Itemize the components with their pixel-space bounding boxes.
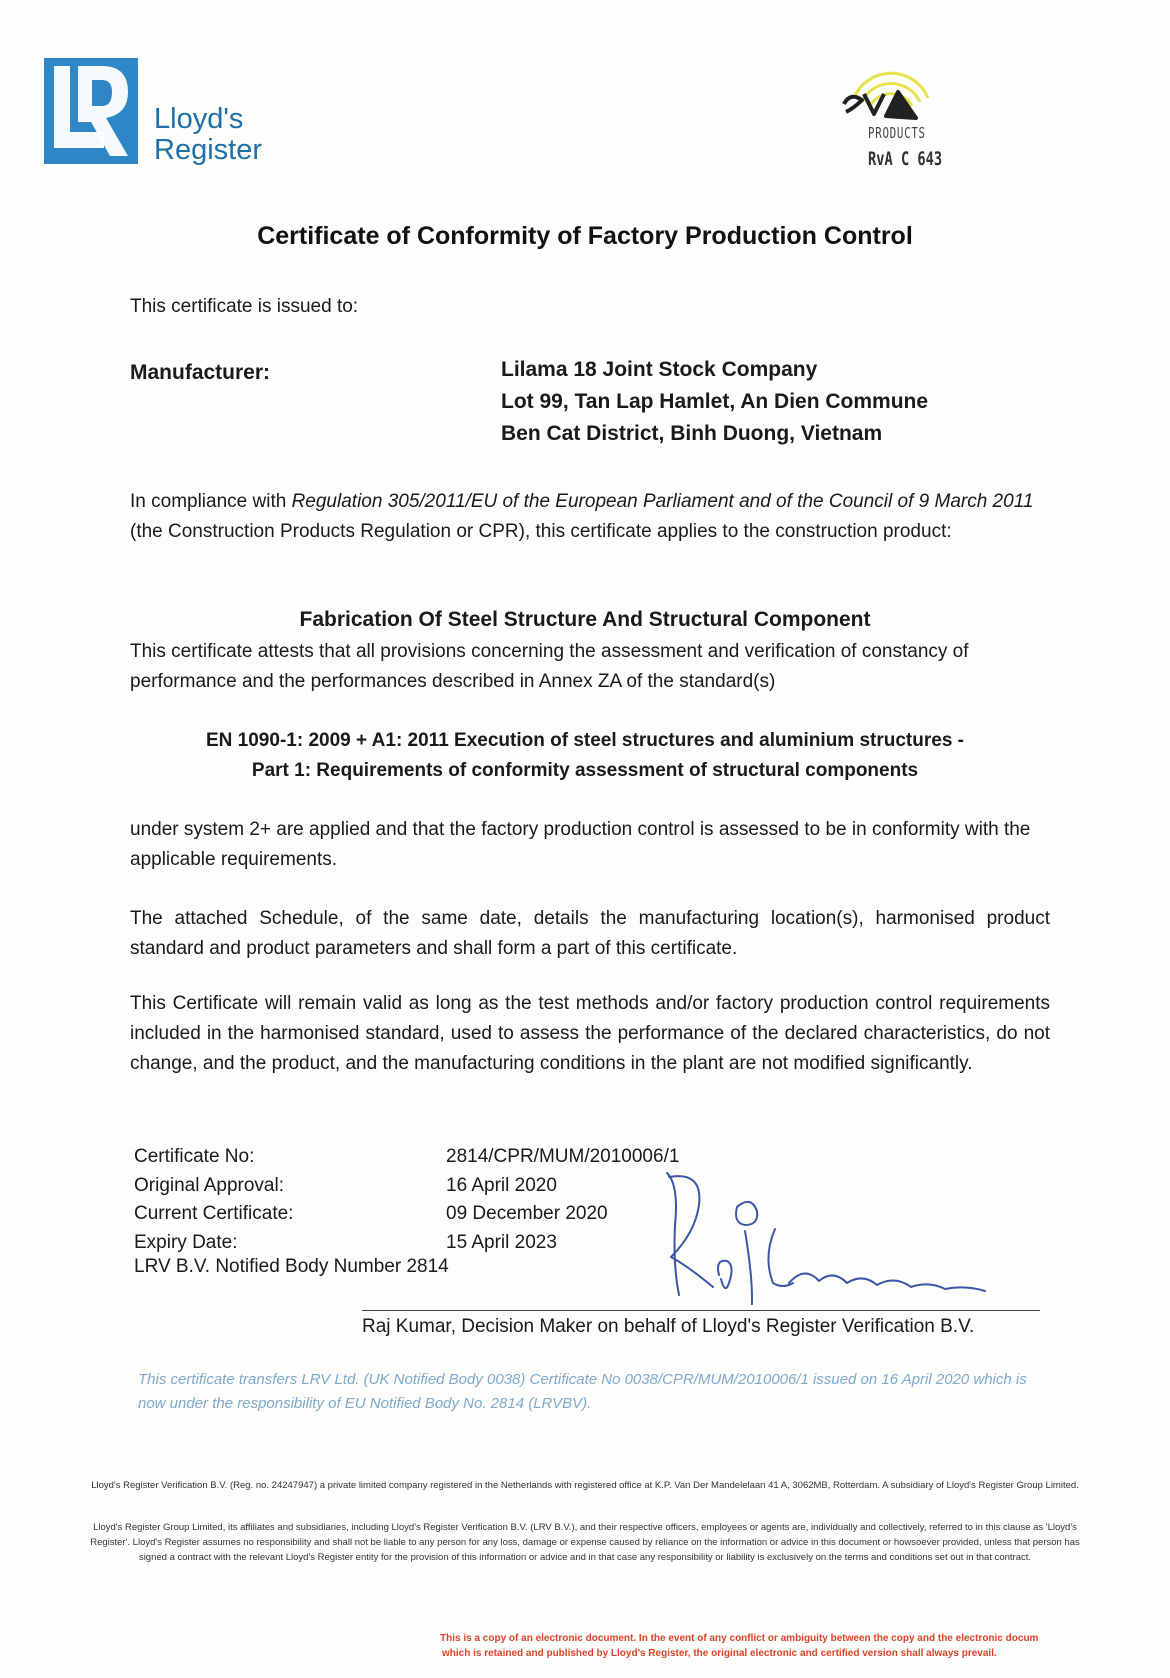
- standard-line-1: EN 1090-1: 2009 + A1: 2011 Execution of steel structures and aluminium structures -: [206, 730, 964, 751]
- issued-to-text: This certificate is issued to:: [130, 296, 359, 317]
- standard-reference: [100, 726, 1070, 786]
- footer-disclaimer: Lloyd's Register Group Limited, its affiliates and subsidiaries, including Lloyd's Register Verification B.V. (LRV B.V.), and their respective officers, employees or agents are, individually and collectively, referred to in this clause as 'Lloyd's Register'. Lloyd's Register assumes no responsibility and shall not be liable to any person for any loss, damage or expense caused by reliance on the information or advice in this document or howsoever provided, unless that person has signed a contract with the relevant Lloyd's Register entity for the provision of this information or advice and in that case any responsibility or liability is exclusively on the terms and conditions set out in that contract.: [90, 1522, 1080, 1563]
- manufacturer-address-1: Lot 99, Tan Lap Hamlet, An Dien Commune: [501, 390, 929, 413]
- current-certificate-value: 09 December 2020: [446, 1203, 608, 1224]
- lloyds-register-logo: [44, 58, 138, 164]
- brand-name-line1: Lloyd's: [154, 103, 244, 135]
- cert-no-label: Certificate No:: [134, 1146, 255, 1167]
- detail-row-current: [134, 1200, 679, 1229]
- attests-paragraph: This certificate attests that all provisions concerning the assessment and verification of constancy of performance and the performances described in Annex ZA of the standard(s): [130, 641, 969, 692]
- manufacturer-address-2: Ben Cat District, Binh Duong, Vietnam: [501, 422, 883, 445]
- electronic-copy-notice: [440, 1631, 1170, 1661]
- expiry-date-label: Expiry Date:: [134, 1231, 238, 1253]
- original-approval-label: Original Approval:: [134, 1174, 284, 1196]
- compliance-paragraph: [130, 487, 1050, 547]
- notified-body: LRV B.V. Notified Body Number 2814: [134, 1256, 449, 1277]
- compliance-prefix: In compliance with: [130, 491, 292, 512]
- brand-name: [154, 104, 262, 166]
- compliance-suffix: (the Construction Products Regulation or CPR), this certificate applies to the construction product:: [130, 521, 952, 542]
- original-approval-value: 16 April 2020: [446, 1174, 557, 1196]
- certificate-title: Certificate of Conformity of Factory Production Control: [257, 222, 913, 250]
- signature-line: [362, 1310, 1040, 1311]
- manufacturer-name: Lilama 18 Joint Stock Company: [501, 358, 818, 381]
- schedule-paragraph: The attached Schedule, of the same date, details the manufacturing location(s), harmonised product standard and product parameters and shall form a part of this certificate.: [130, 908, 1050, 959]
- footer-company-info: Lloyd's Register Verification B.V. (Reg. no. 24247947) a private limited company registered in the Netherlands with registered office at K.P. Van Der Mandelelaan 41 A, 3062MB, Rotterdam. A subsidiary of Lloyd's Register Group Limited.: [91, 1480, 1079, 1491]
- brand-name-line2: Register: [154, 134, 262, 166]
- detail-row-expiry: [134, 1229, 679, 1258]
- system-paragraph: under system 2+ are applied and that the factory production control is assessed to be in conformity with the applicable requirements.: [130, 819, 1031, 870]
- rva-code: RvA C 643: [868, 148, 943, 170]
- signature: [655, 1165, 1025, 1305]
- cert-no-value: 2814/CPR/MUM/2010006/1: [446, 1146, 680, 1167]
- standard-line-2: Part 1: Requirements of conformity assessment of structural components: [251, 760, 919, 781]
- detail-row-cert-no: [134, 1143, 679, 1172]
- detail-row-original: [134, 1172, 679, 1201]
- regulation-reference: Regulation 305/2011/EU of the European Parliament and of the Council of 9 March 2011: [291, 491, 1034, 512]
- current-certificate-label: Current Certificate:: [134, 1203, 294, 1224]
- certificate-details: [134, 1143, 679, 1257]
- validity-paragraph: This Certificate will remain valid as long as the test methods and/or factory production control requirements included in the harmonised standard, used to assess the performance of the declared characteristics, do not change, and the product, and the manufacturing conditions in the plant are not modified significantly.: [130, 993, 1050, 1074]
- transfer-note: This certificate transfers LRV Ltd. (UK Notified Body 0038) Certificate No 0038/CPR/MUM/2010006/1 issued on 16 April 2020 which is now under the responsibility of EU Notified Body No. 2814 (LRVBV).: [138, 1371, 1027, 1412]
- manufacturer-label: Manufacturer:: [130, 361, 271, 384]
- copy-notice-line-1: This is a copy of an electronic document. In the event of any conflict or ambiguity between the copy and the electronic docum: [440, 1633, 1039, 1644]
- copy-notice-line-2: which is retained and published by Lloyd's Register, the original electronic and certified version shall always prevail.: [442, 1648, 997, 1659]
- rva-products-text: PRODUCTS: [868, 124, 926, 142]
- product-name: Fabrication Of Steel Structure And Structural Component: [299, 608, 871, 631]
- signer-name: Raj Kumar, Decision Maker on behalf of Lloyd's Register Verification B.V.: [362, 1316, 975, 1337]
- expiry-date-value: 15 April 2023: [446, 1231, 557, 1253]
- manufacturer-details: [501, 354, 928, 450]
